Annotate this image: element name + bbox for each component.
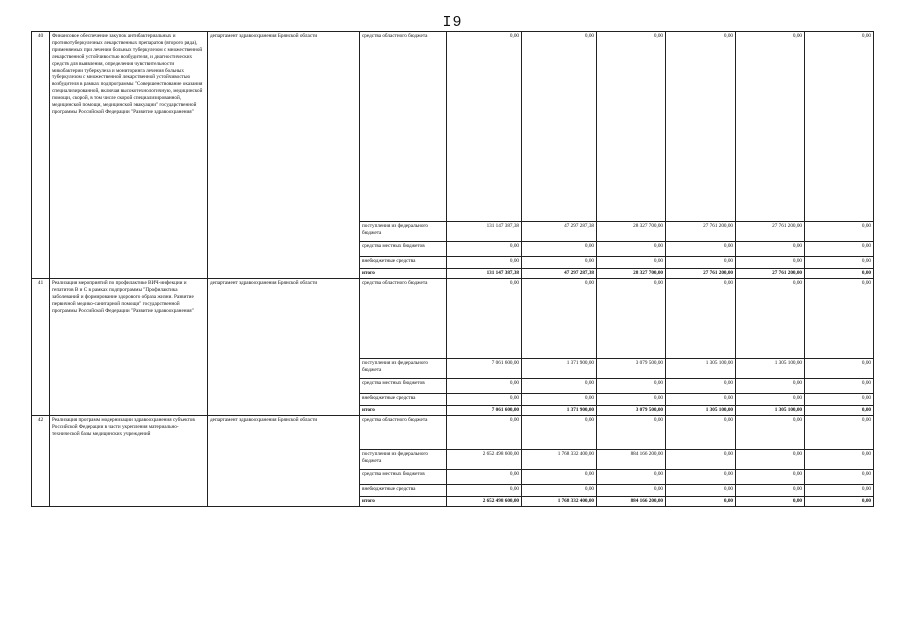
measure-description: Реализация программ модернизации здравоохранения субъектов Российской Федерации в части укрепления материально-технической базы медицинских учреждений — [50, 415, 208, 506]
amount-cell: 0,00 — [597, 393, 666, 405]
amount-cell: 0,00 — [805, 393, 874, 405]
amount-cell: 0,00 — [447, 257, 522, 269]
table-row — [32, 32, 874, 222]
funding-source-label: итого — [360, 496, 447, 506]
measure-description: Финансовое обеспечение закупок антибактериальных и противотуберкулезных лекарственных препаратов (второго ряда), применяемых при лечении больных туберкулезом с множественной лекарственной устойчивостью возбудителя, и диагностических средств для выявления, определения чувствительности микобактерии туберкулеза и мониторинга лечения больных туберкулезом с множественной лекарственной устойчивостью возбудителя в рамках подпрограммы "Совершенствование оказания специализированной, включая высокотехнологичную, медицинской помощи, скорой, в том числе скорой специализированной, медицинской помощи, медицинской эвакуации" государственной программы Российской Федерации "Развитие здравоохранения" — [50, 32, 208, 279]
amount-cell: 0,00 — [447, 469, 522, 484]
row-index: 41 — [32, 278, 50, 415]
amount-cell: 0,00 — [736, 378, 805, 393]
executor: департамент здравоохранения Брянской области — [208, 415, 360, 506]
amount-cell: 0,00 — [736, 32, 805, 222]
amount-cell: 47 297 287,38 — [522, 222, 597, 242]
amount-cell: 0,00 — [805, 278, 874, 358]
table-row — [32, 415, 874, 449]
funding-source-label: поступления из федерального бюджета — [360, 222, 447, 242]
amount-cell: 0,00 — [736, 393, 805, 405]
amount-cell: 0,00 — [805, 257, 874, 269]
amount-cell: 1 305 100,00 — [736, 405, 805, 415]
amount-cell: 0,00 — [736, 496, 805, 506]
amount-cell: 7 061 600,00 — [447, 358, 522, 378]
amount-cell: 0,00 — [805, 469, 874, 484]
executor: департамент здравоохранения Брянской области — [208, 32, 360, 279]
amount-cell: 0,00 — [805, 242, 874, 257]
amount-cell: 0,00 — [597, 32, 666, 222]
amount-cell: 2 652 498 600,00 — [447, 496, 522, 506]
amount-cell: 0,00 — [597, 257, 666, 269]
amount-cell: 0,00 — [666, 484, 736, 496]
amount-cell: 0,00 — [666, 278, 736, 358]
amount-cell: 0,00 — [805, 484, 874, 496]
amount-cell: 1 768 332 400,00 — [522, 449, 597, 469]
amount-cell: 0,00 — [736, 484, 805, 496]
amount-cell: 27 761 200,00 — [666, 269, 736, 279]
amount-cell: 3 079 500,00 — [597, 405, 666, 415]
page-number: I9 — [442, 14, 463, 31]
amount-cell: 0,00 — [736, 469, 805, 484]
funding-source-label: итого — [360, 405, 447, 415]
amount-cell: 0,00 — [447, 278, 522, 358]
amount-cell: 28 327 700,00 — [597, 222, 666, 242]
amount-cell: 0,00 — [805, 222, 874, 242]
table-body — [32, 32, 874, 507]
table-row — [32, 278, 874, 358]
amount-cell: 0,00 — [805, 449, 874, 469]
amount-cell: 0,00 — [447, 242, 522, 257]
budget-table — [31, 31, 874, 507]
amount-cell: 0,00 — [447, 378, 522, 393]
amount-cell: 0,00 — [522, 378, 597, 393]
amount-cell: 28 327 700,00 — [597, 269, 666, 279]
amount-cell: 0,00 — [522, 32, 597, 222]
amount-cell: 0,00 — [736, 415, 805, 449]
amount-cell: 0,00 — [666, 378, 736, 393]
amount-cell: 0,00 — [805, 269, 874, 279]
amount-cell: 0,00 — [522, 393, 597, 405]
amount-cell: 1 305 100,00 — [666, 358, 736, 378]
amount-cell: 1 371 900,00 — [522, 358, 597, 378]
funding-source-label: поступления из федерального бюджета — [360, 358, 447, 378]
amount-cell: 0,00 — [522, 469, 597, 484]
funding-source-label: средства областного бюджета — [360, 278, 447, 358]
funding-source-label: внебюджетные средства — [360, 484, 447, 496]
amount-cell: 0,00 — [447, 393, 522, 405]
amount-cell: 27 761 200,00 — [736, 222, 805, 242]
amount-cell: 0,00 — [666, 469, 736, 484]
amount-cell: 0,00 — [736, 278, 805, 358]
row-index: 40 — [32, 32, 50, 279]
amount-cell: 0,00 — [805, 358, 874, 378]
amount-cell: 0,00 — [447, 484, 522, 496]
amount-cell: 0,00 — [447, 415, 522, 449]
amount-cell: 0,00 — [736, 242, 805, 257]
amount-cell: 0,00 — [666, 32, 736, 222]
amount-cell: 0,00 — [805, 415, 874, 449]
amount-cell: 0,00 — [522, 415, 597, 449]
amount-cell: 0,00 — [666, 449, 736, 469]
amount-cell: 27 761 200,00 — [736, 269, 805, 279]
amount-cell: 0,00 — [597, 378, 666, 393]
amount-cell: 0,00 — [736, 449, 805, 469]
amount-cell: 0,00 — [597, 469, 666, 484]
funding-source-label: поступления из федерального бюджета — [360, 449, 447, 469]
amount-cell: 1 371 900,00 — [522, 405, 597, 415]
amount-cell: 0,00 — [666, 257, 736, 269]
amount-cell: 0,00 — [666, 242, 736, 257]
amount-cell: 0,00 — [666, 415, 736, 449]
amount-cell: 0,00 — [805, 378, 874, 393]
amount-cell: 131 147 387,38 — [447, 269, 522, 279]
amount-cell: 0,00 — [666, 393, 736, 405]
amount-cell: 7 061 600,00 — [447, 405, 522, 415]
amount-cell: 1 305 100,00 — [736, 358, 805, 378]
amount-cell: 1 305 100,00 — [666, 405, 736, 415]
amount-cell: 0,00 — [447, 32, 522, 222]
funding-source-label: средства областного бюджета — [360, 415, 447, 449]
amount-cell: 47 297 287,38 — [522, 269, 597, 279]
amount-cell: 884 166 200,00 — [597, 496, 666, 506]
amount-cell: 0,00 — [522, 278, 597, 358]
executor: департамент здравоохранения Брянской области — [208, 278, 360, 415]
amount-cell: 0,00 — [597, 484, 666, 496]
amount-cell: 3 079 500,00 — [597, 358, 666, 378]
amount-cell: 27 761 200,00 — [666, 222, 736, 242]
amount-cell: 0,00 — [805, 405, 874, 415]
amount-cell: 131 147 387,38 — [447, 222, 522, 242]
funding-source-label: внебюджетные средства — [360, 393, 447, 405]
amount-cell: 884 166 200,00 — [597, 449, 666, 469]
amount-cell: 0,00 — [736, 257, 805, 269]
funding-source-label: средства областного бюджета — [360, 32, 447, 222]
funding-source-label: итого — [360, 269, 447, 279]
funding-source-label: средства местных бюджетов — [360, 469, 447, 484]
funding-source-label: внебюджетные средства — [360, 257, 447, 269]
amount-cell: 2 652 498 600,00 — [447, 449, 522, 469]
amount-cell: 0,00 — [522, 257, 597, 269]
measure-description: Реализация мероприятий по профилактике ВИЧ-инфекции и гепатитов В и С в рамках подпрограммы "Профилактика заболеваний и формирование здорового образа жизни. Развитие первичной медико-санитарной помощи" государственной программы Российской Федерации "Развитие здравоохранения" — [50, 278, 208, 415]
amount-cell: 0,00 — [522, 242, 597, 257]
row-index: 42 — [32, 415, 50, 506]
amount-cell: 0,00 — [597, 278, 666, 358]
amount-cell: 0,00 — [666, 496, 736, 506]
amount-cell: 0,00 — [597, 242, 666, 257]
amount-cell: 0,00 — [805, 496, 874, 506]
funding-source-label: средства местных бюджетов — [360, 242, 447, 257]
amount-cell: 0,00 — [597, 415, 666, 449]
funding-source-label: средства местных бюджетов — [360, 378, 447, 393]
amount-cell: 0,00 — [522, 484, 597, 496]
amount-cell: 1 768 332 400,00 — [522, 496, 597, 506]
amount-cell: 0,00 — [805, 32, 874, 222]
